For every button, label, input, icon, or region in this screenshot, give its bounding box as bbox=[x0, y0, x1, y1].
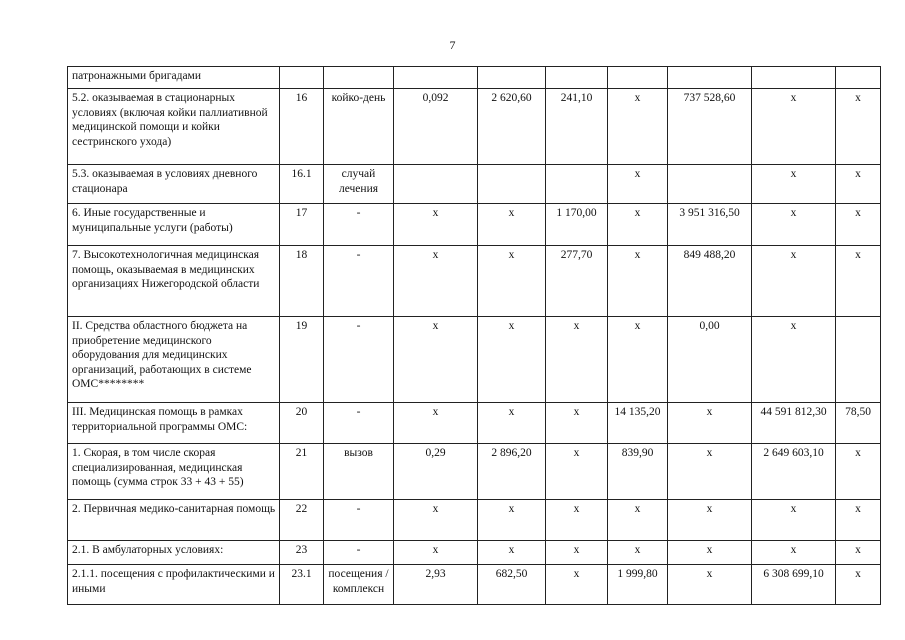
per-capita-oms-cell bbox=[608, 67, 668, 89]
per-capita-regional-cell bbox=[546, 165, 608, 204]
percent-cell: x bbox=[836, 565, 881, 605]
row-name-cell: патронажными бригадами bbox=[68, 67, 280, 89]
per-capita-regional-cell: 277,70 bbox=[546, 246, 608, 317]
row-number-cell: 22 bbox=[280, 500, 324, 541]
per-capita-oms-cell: x bbox=[608, 246, 668, 317]
sum-oms-cell: x bbox=[752, 541, 836, 565]
volume-cell: 2,93 bbox=[394, 565, 478, 605]
sum-oms-cell: x bbox=[752, 89, 836, 165]
table-row bbox=[68, 67, 881, 89]
percent-cell: x bbox=[836, 165, 881, 204]
unit-cell: случай лечения bbox=[324, 165, 394, 204]
volume-cell bbox=[394, 67, 478, 89]
per-capita-oms-cell: x bbox=[608, 541, 668, 565]
sum-regional-cell bbox=[668, 165, 752, 204]
table-row bbox=[68, 565, 881, 605]
volume-cell: x bbox=[394, 500, 478, 541]
sum-regional-cell: x bbox=[668, 444, 752, 500]
sum-oms-cell bbox=[752, 67, 836, 89]
unit-cell: - bbox=[324, 317, 394, 403]
row-name-cell: 2.1.1. посещения с профилактическими и иными bbox=[68, 565, 280, 605]
volume-cell: x bbox=[394, 246, 478, 317]
row-number-cell: 19 bbox=[280, 317, 324, 403]
sum-oms-cell: 44 591 812,30 bbox=[752, 403, 836, 444]
row-name-cell: 5.3. оказываемая в условиях дневного стационара bbox=[68, 165, 280, 204]
row-name-cell: 7. Высокотехнологичная медицинская помощь, оказываемая в медицинских организациях Нижегородской области bbox=[68, 246, 280, 317]
unit-cell bbox=[324, 67, 394, 89]
volume-cell: 0,092 bbox=[394, 89, 478, 165]
unit-cost-cell: x bbox=[478, 500, 546, 541]
row-name-cell: 1. Скорая, в том числе скорая специализированная, медицинская помощь (сумма строк 33 + 43 + 55) bbox=[68, 444, 280, 500]
sum-regional-cell: 0,00 bbox=[668, 317, 752, 403]
sum-regional-cell: x bbox=[668, 500, 752, 541]
volume-cell: x bbox=[394, 541, 478, 565]
table-row bbox=[68, 541, 881, 565]
unit-cell: - bbox=[324, 204, 394, 246]
row-name-cell: 5.2. оказываемая в стационарных условиях (включая койки паллиативной медицинской помощи и койки сестринского ухода) bbox=[68, 89, 280, 165]
unit-cost-cell: x bbox=[478, 541, 546, 565]
per-capita-oms-cell: x bbox=[608, 89, 668, 165]
per-capita-regional-cell: x bbox=[546, 565, 608, 605]
row-number-cell: 16 bbox=[280, 89, 324, 165]
table-row bbox=[68, 89, 881, 165]
sum-oms-cell: x bbox=[752, 165, 836, 204]
per-capita-regional-cell: x bbox=[546, 541, 608, 565]
volume-cell bbox=[394, 165, 478, 204]
unit-cell: - bbox=[324, 246, 394, 317]
table-row bbox=[68, 246, 881, 317]
row-name-cell: III. Медицинская помощь в рамках территориальной программы ОМС: bbox=[68, 403, 280, 444]
volume-cell: x bbox=[394, 403, 478, 444]
percent-cell: x bbox=[836, 541, 881, 565]
unit-cost-cell: x bbox=[478, 317, 546, 403]
row-number-cell: 20 bbox=[280, 403, 324, 444]
per-capita-oms-cell: x bbox=[608, 204, 668, 246]
page-number: 7 bbox=[449, 38, 456, 52]
unit-cost-cell: x bbox=[478, 403, 546, 444]
unit-cell: - bbox=[324, 403, 394, 444]
sum-oms-cell: x bbox=[752, 246, 836, 317]
volume-cell: 0,29 bbox=[394, 444, 478, 500]
unit-cell: посещения /комплексн bbox=[324, 565, 394, 605]
row-name-cell: 2. Первичная медико-санитарная помощь bbox=[68, 500, 280, 541]
table-row bbox=[68, 165, 881, 204]
volume-cell: x bbox=[394, 204, 478, 246]
per-capita-oms-cell: 1 999,80 bbox=[608, 565, 668, 605]
sum-oms-cell: x bbox=[752, 317, 836, 403]
per-capita-oms-cell: x bbox=[608, 317, 668, 403]
table-row bbox=[68, 317, 881, 403]
unit-cost-cell: x bbox=[478, 246, 546, 317]
unit-cost-cell bbox=[478, 165, 546, 204]
sum-regional-cell bbox=[668, 67, 752, 89]
percent-cell bbox=[836, 67, 881, 89]
sum-oms-cell: x bbox=[752, 500, 836, 541]
per-capita-regional-cell: 241,10 bbox=[546, 89, 608, 165]
sum-regional-cell: x bbox=[668, 403, 752, 444]
per-capita-regional-cell: x bbox=[546, 444, 608, 500]
percent-cell: x bbox=[836, 246, 881, 317]
per-capita-regional-cell: x bbox=[546, 317, 608, 403]
row-name-cell: 2.1. В амбулаторных условиях: bbox=[68, 541, 280, 565]
percent-cell: x bbox=[836, 204, 881, 246]
unit-cost-cell: 2 620,60 bbox=[478, 89, 546, 165]
per-capita-oms-cell: x bbox=[608, 500, 668, 541]
row-name-cell: II. Средства областного бюджета на приобретение медицинского оборудования для медицинских организаций, работающих в системе ОМС******** bbox=[68, 317, 280, 403]
row-number-cell: 23.1 bbox=[280, 565, 324, 605]
row-number-cell: 23 bbox=[280, 541, 324, 565]
per-capita-regional-cell bbox=[546, 67, 608, 89]
volume-cell: x bbox=[394, 317, 478, 403]
row-number-cell: 16.1 bbox=[280, 165, 324, 204]
percent-cell: x bbox=[836, 444, 881, 500]
sum-regional-cell: x bbox=[668, 565, 752, 605]
percent-cell: x bbox=[836, 89, 881, 165]
sum-regional-cell: 849 488,20 bbox=[668, 246, 752, 317]
table-row bbox=[68, 403, 881, 444]
per-capita-regional-cell: x bbox=[546, 500, 608, 541]
unit-cell: - bbox=[324, 500, 394, 541]
per-capita-regional-cell: x bbox=[546, 403, 608, 444]
row-name-cell: 6. Иные государственные и муниципальные услуги (работы) bbox=[68, 204, 280, 246]
table-row bbox=[68, 204, 881, 246]
per-capita-oms-cell: x bbox=[608, 165, 668, 204]
percent-cell bbox=[836, 317, 881, 403]
unit-cost-cell bbox=[478, 67, 546, 89]
per-capita-oms-cell: 14 135,20 bbox=[608, 403, 668, 444]
sum-oms-cell: 6 308 699,10 bbox=[752, 565, 836, 605]
table-row bbox=[68, 444, 881, 500]
row-number-cell: 17 bbox=[280, 204, 324, 246]
row-number-cell: 21 bbox=[280, 444, 324, 500]
per-capita-regional-cell: 1 170,00 bbox=[546, 204, 608, 246]
per-capita-oms-cell: 839,90 bbox=[608, 444, 668, 500]
sum-regional-cell: x bbox=[668, 541, 752, 565]
unit-cost-cell: 2 896,20 bbox=[478, 444, 546, 500]
sum-regional-cell: 737 528,60 bbox=[668, 89, 752, 165]
percent-cell: x bbox=[836, 500, 881, 541]
sum-oms-cell: 2 649 603,10 bbox=[752, 444, 836, 500]
unit-cell: койко-день bbox=[324, 89, 394, 165]
sum-oms-cell: x bbox=[752, 204, 836, 246]
unit-cost-cell: x bbox=[478, 204, 546, 246]
row-number-cell: 18 bbox=[280, 246, 324, 317]
sum-regional-cell: 3 951 316,50 bbox=[668, 204, 752, 246]
unit-cost-cell: 682,50 bbox=[478, 565, 546, 605]
unit-cell: - bbox=[324, 541, 394, 565]
table-row bbox=[68, 500, 881, 541]
percent-cell: 78,50 bbox=[836, 403, 881, 444]
row-number-cell bbox=[280, 67, 324, 89]
unit-cell: вызов bbox=[324, 444, 394, 500]
financing-table bbox=[67, 66, 881, 605]
